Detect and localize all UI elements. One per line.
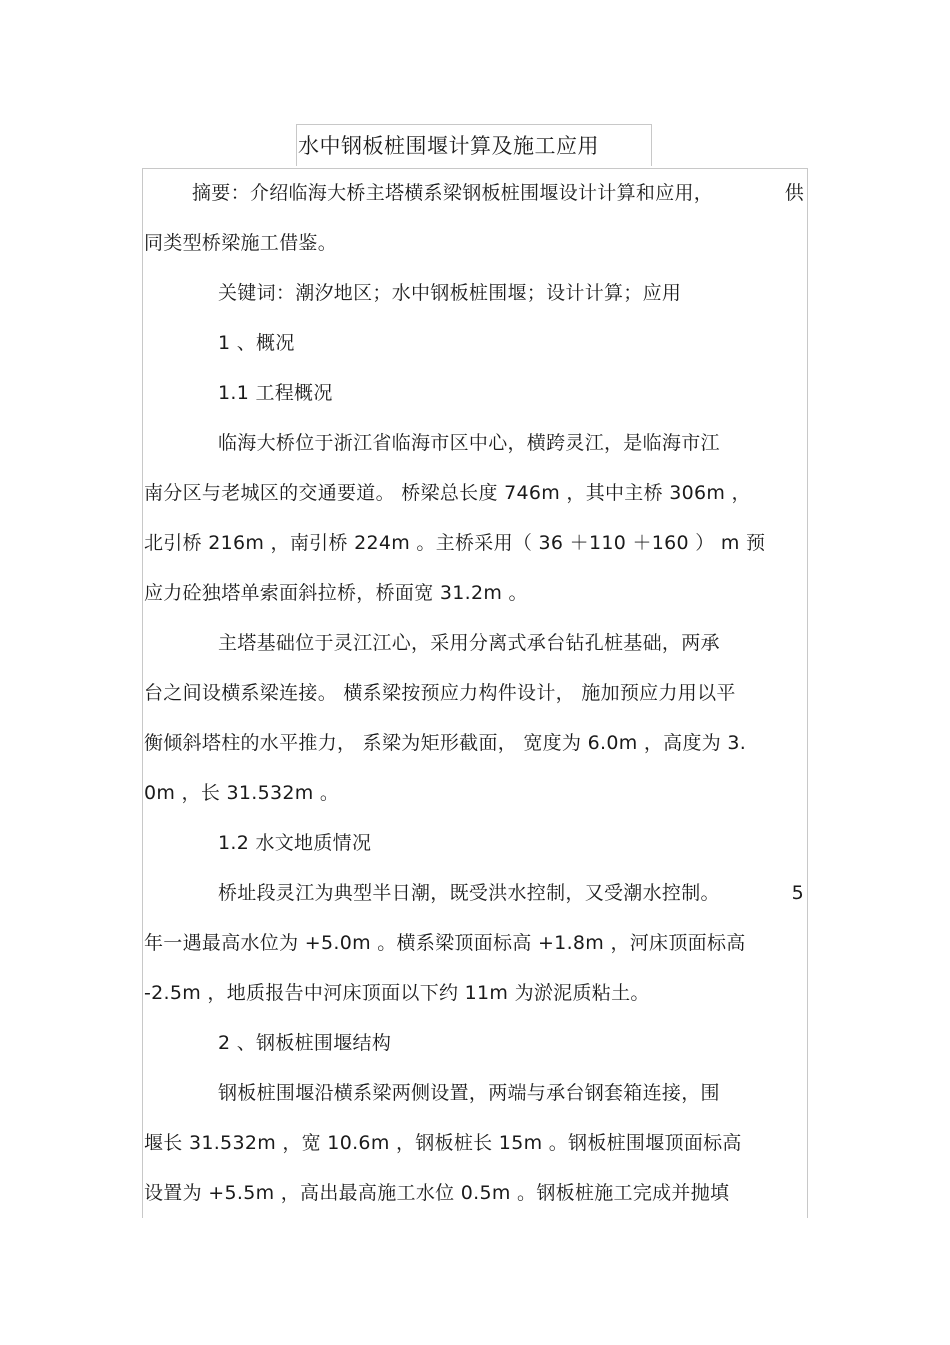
paragraph-1-line-2: 南分区与老城区的交通要道。 桥梁总长度 746m ，其中主桥 306m ， [144, 482, 751, 504]
section-heading-1-2: 1.2 水文地质情况 [218, 832, 372, 854]
paragraph-3-line-1 [218, 880, 804, 906]
section-heading-1-1: 1.1 工程概况 [218, 382, 333, 404]
paragraph-3-line-3: -2.5m ，地质报告中河床顶面以下约 11m 为淤泥质粘土。 [144, 982, 650, 1004]
paragraph-3-text: 桥址段灵江为典型半日潮，既受洪水控制，又受潮水控制。 [218, 882, 720, 904]
abstract-line-2: 同类型桥梁施工借鉴。 [144, 232, 338, 254]
paragraph-4-line-2: 堰长 31.532m ，宽 10.6m ，钢板桩长 15m 。钢板桩围堰顶面标高 [144, 1132, 742, 1154]
paragraph-1-line-4: 应力砼独塔单索面斜拉桥，桥面宽 31.2m 。 [144, 582, 528, 604]
abstract-text: 摘要：介绍临海大桥主塔横系梁钢板桩围堰设计计算和应用， [192, 182, 714, 204]
paragraph-1-line-3: 北引桥 216m ，南引桥 224m 。主桥采用（ 36 ＋110 ＋160 ） m 预 [144, 532, 766, 554]
paragraph-2-line-1: 主塔基础位于灵江江心，采用分离式承台钻孔桩基础，两承 [218, 632, 720, 654]
paragraph-2-line-2: 台之间设横系梁连接。 横系梁按预应力构件设计， 施加预应力用以平 [144, 682, 736, 704]
paragraph-4-line-1: 钢板桩围堰沿横系梁两侧设置，两端与承台钢套箱连接，围 [218, 1082, 720, 1104]
document-title: 水中钢板桩围堰计算及施工应用 [298, 134, 599, 158]
keywords-line: 关键词：潮汐地区；水中钢板桩围堰；设计计算；应用 [218, 282, 682, 304]
paragraph-4-line-3: 设置为 +5.5m ，高出最高施工水位 0.5m 。钢板桩施工完成并抛填 [144, 1182, 730, 1204]
section-heading-2: 2 、钢板桩围堰结构 [218, 1032, 392, 1054]
abstract-text-end: 供 [784, 182, 804, 204]
paragraph-2-line-3: 衡倾斜塔柱的水平推力， 系梁为矩形截面， 宽度为 6.0m ，高度为 3. [144, 732, 747, 754]
paragraph-3-text-end: 5 [791, 882, 804, 904]
paragraph-3-line-2: 年一遇最高水位为 +5.0m 。横系梁顶面标高 +1.8m ，河床顶面标高 [144, 932, 746, 954]
section-heading-1: 1 、概况 [218, 332, 295, 354]
abstract-line-1 [192, 180, 804, 206]
paragraph-2-line-4: 0m ，长 31.532m 。 [144, 782, 340, 804]
paragraph-1-line-1: 临海大桥位于浙江省临海市区中心，横跨灵江，是临海市江 [218, 432, 720, 454]
